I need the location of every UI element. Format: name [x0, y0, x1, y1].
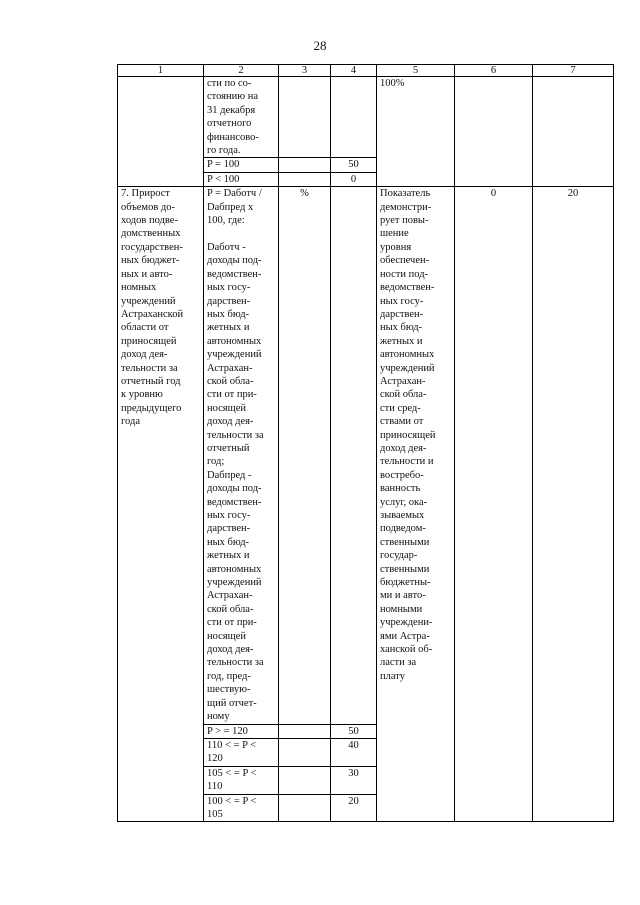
cont-col-7	[533, 77, 614, 187]
indicator-7-unit: %	[279, 187, 331, 724]
indicator-7-score: 50	[331, 724, 377, 738]
indicator-7-col-3	[279, 738, 331, 766]
indicator-7-description: Показатель демонстри- рует повы- шение уровня обеспечен- ности под- ведомствен- ных госу- дарствен- ных бюд- жетных и автономных учреждений Астрахан- ской обла- сти сред- ствами от приносящей доход дея- тельности и востребо- ванность услуг, ока- зываемых подведом- ственными государ- ственными бюджетны- ми и авто- номными учреждени- ями Астра- ханской об- ласти за плату	[377, 187, 455, 822]
indicator-7-col-3	[279, 766, 331, 794]
indicator-7-score: 30	[331, 766, 377, 794]
cont-score: 50	[331, 158, 377, 172]
cont-score: 0	[331, 172, 377, 186]
page-number: 28	[313, 38, 327, 53]
header-row	[118, 65, 614, 77]
cont-col-3	[279, 77, 331, 158]
indicator-7-col-3	[279, 724, 331, 738]
cont-condition: P = 100	[204, 158, 279, 172]
cont-col-3	[279, 158, 331, 172]
indicator-7-col-3	[279, 794, 331, 822]
cont-col-1	[118, 77, 204, 187]
cont-col-6	[455, 77, 533, 187]
cont-formula-text: сти по со- стоянию на 31 декабря отчетного финансово- го года.	[204, 77, 279, 158]
header-col-1: 1	[118, 65, 204, 77]
indicator-7-col-4	[331, 187, 377, 724]
indicator-7-condition: 110 < = P < 120	[204, 738, 279, 766]
header-col-4: 4	[331, 65, 377, 77]
indicator-table	[117, 64, 614, 822]
header-col-6: 6	[455, 65, 533, 77]
header-col-3: 3	[279, 65, 331, 77]
cont-description: 100%	[377, 77, 455, 187]
indicator-7-formula: P = Dаботч / Dабпред x 100, где: Dаботч - доходы под- ведомствен- ных госу- дарствен- ных бюд- жетных и автономных учреждений Астрахан- ской обла- сти от при- носящей доход дея- тельности за отчетный год; Dабпред - доходы под- ведомствен- ных госу- дарствен- ных бюд- жетных и автономных учреждений Астрахан- ской обла- сти от при- носящей доход дея- тельности за год, пред- шествую- щий отчет- ному	[204, 187, 279, 724]
indicator-7-col-7-value: 20	[533, 187, 614, 822]
indicator-7-score: 40	[331, 738, 377, 766]
indicator-7-condition: 100 < = P < 105	[204, 794, 279, 822]
indicator-7-condition: 105 < = P < 110	[204, 766, 279, 794]
cont-condition: P < 100	[204, 172, 279, 186]
indicator-7-row	[118, 187, 614, 724]
continuation-row	[118, 77, 614, 158]
header-col-2: 2	[204, 65, 279, 77]
cont-col-4	[331, 77, 377, 158]
indicator-7-score: 20	[331, 794, 377, 822]
indicator-7-col-6-value: 0	[455, 187, 533, 822]
indicator-7-name: 7. Прирост объемов до- ходов подве- домственных государствен- ных бюджет- ных и авто- номных учреждений Астраханской области от приносящей доход дея- тельности за отчетный год к уровню предыдущего года	[118, 187, 204, 822]
cont-col-3	[279, 172, 331, 186]
indicator-7-condition: P > = 120	[204, 724, 279, 738]
header-col-5: 5	[377, 65, 455, 77]
header-col-7: 7	[533, 65, 614, 77]
